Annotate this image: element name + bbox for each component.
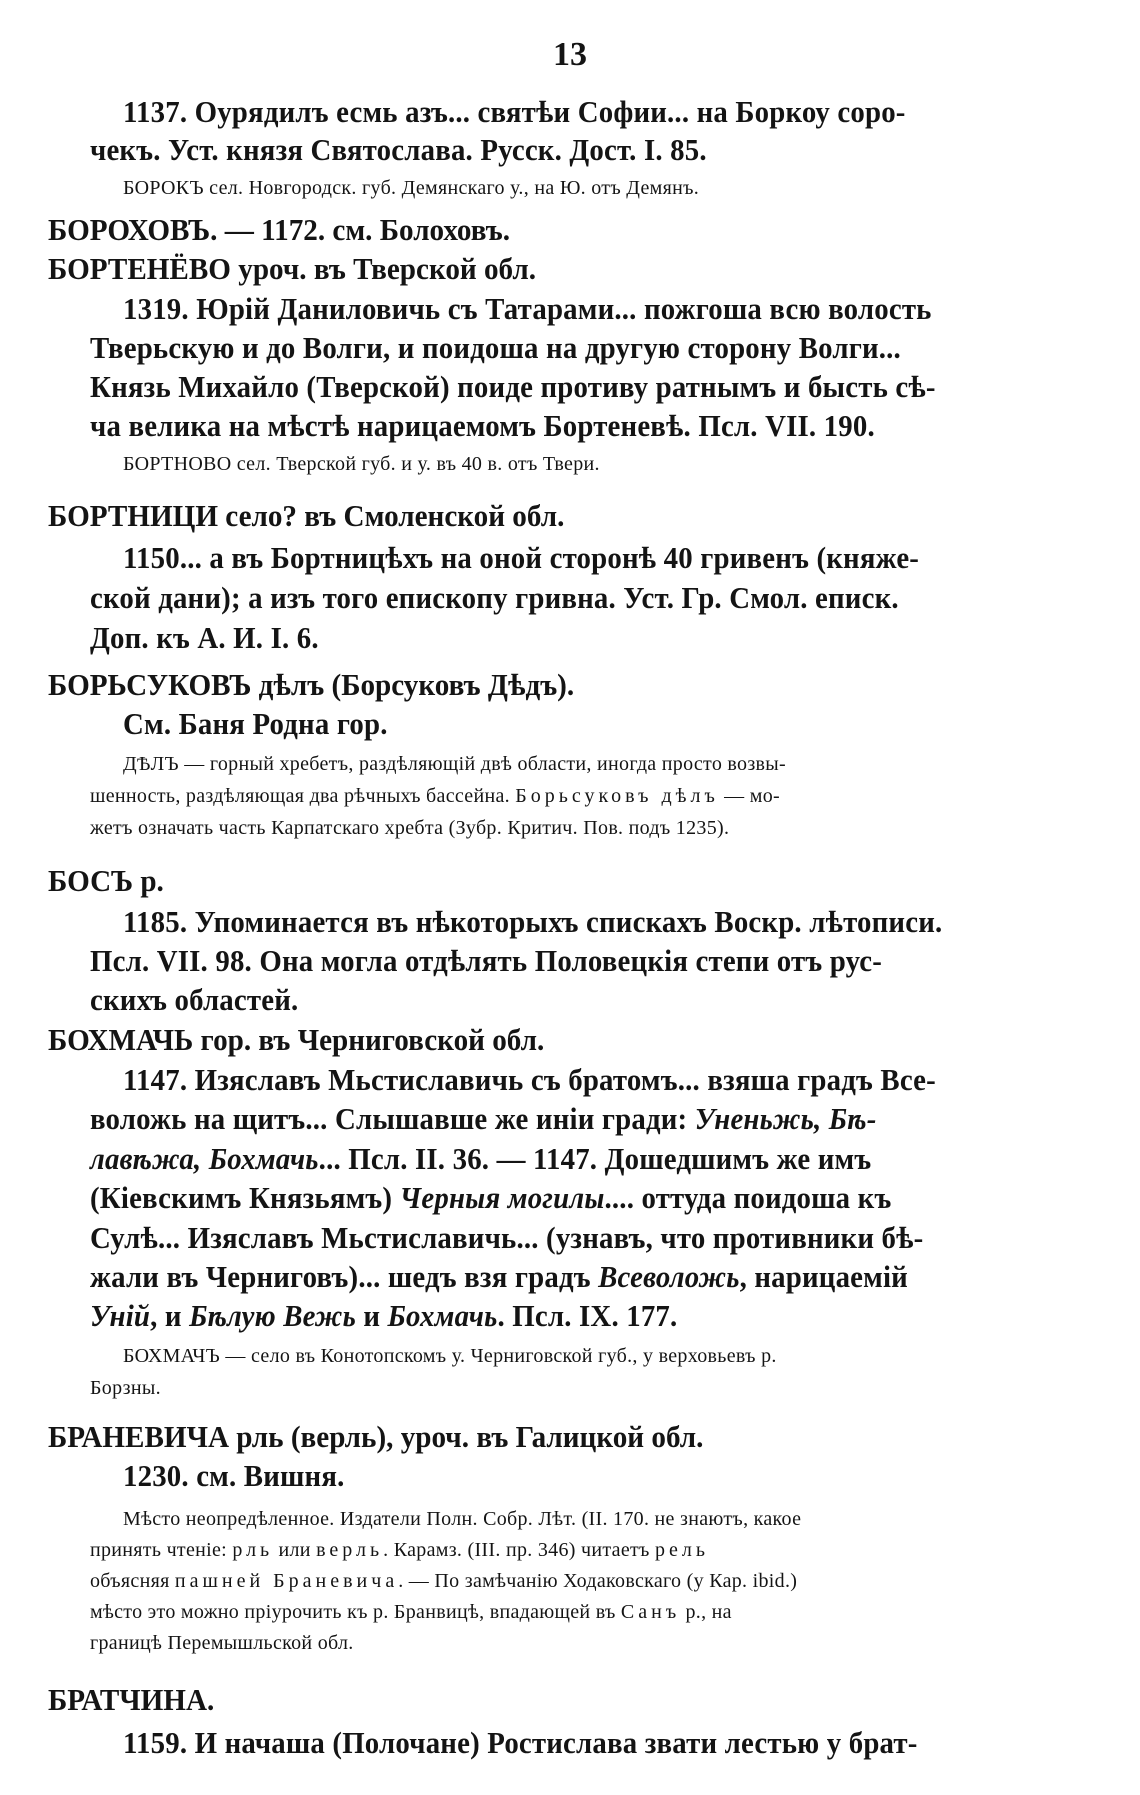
- spaced-emphasis: Санъ: [620, 1601, 681, 1623]
- entry-body-line: 1137. Оурядилъ есмь азъ... святѣи Софии... на Боркоу соро-: [123, 94, 906, 129]
- entry-body-line: воложь на щитъ... Слышавше же иніи гради: Уненьжь, Бѣ-: [90, 1101, 877, 1136]
- entry-note-line: БОХМАЧЪ — село въ Конотопскомъ у. Черниговской губ., у верховьевъ р.: [123, 1345, 777, 1367]
- headword-rest: село? въ Смоленской обл.: [217, 498, 565, 533]
- headword-rest: р.: [133, 863, 164, 898]
- entry-body-line: См. Баня Родна гор.: [123, 706, 388, 741]
- headword-rest: уроч. въ Тверской обл.: [230, 251, 537, 286]
- entry-headword-line: [48, 1421, 703, 1452]
- entry-body-line: Доп. къ А. И. I. 6.: [90, 620, 319, 655]
- headword: БОХМАЧЬ: [48, 1022, 194, 1057]
- entry-headword-line: [48, 1684, 214, 1715]
- spaced-emphasis: верль: [316, 1539, 384, 1561]
- entry-body-line: Сулѣ... Изяславъ Мьстиславичь... (узнавъ, что противники бѣ-: [90, 1220, 924, 1255]
- headword-rest: рль (верль), уроч. въ Галицкой обл.: [229, 1419, 704, 1454]
- entry-body-line: Князь Михайло (Тверской) поиде противу ратнымъ и бысть сѣ-: [90, 369, 936, 404]
- entry-note-line: шенность, раздѣляющая два рѣчныхъ бассейна. Борьсуковъ дѣлъ — мо-: [90, 785, 780, 807]
- entry-body-line: Псл. VII. 98. Она могла отдѣлять Половецкія степи отъ рус-: [90, 943, 883, 978]
- entry-headword-line: [48, 500, 564, 531]
- entry-headword-line: [48, 669, 574, 700]
- entry-body-line: 1230. см. Вишня.: [123, 1458, 345, 1493]
- page-number: 13: [553, 36, 587, 73]
- headword: БОРОХОВЪ.: [48, 212, 218, 247]
- headword: БОСЪ: [48, 863, 134, 898]
- entry-headword-line: [48, 1024, 544, 1055]
- headword: БОРТНИЦИ: [48, 498, 218, 533]
- entry-body-line: чекъ. Уст. князя Святослава. Русск. Дост. I. 85.: [90, 132, 707, 167]
- entry-body-line: 1185. Упоминается въ нѣкоторыхъ спискахъ Воскр. лѣтописи.: [123, 904, 943, 939]
- entry-body-line: (Кіевскимъ Князьямъ) Черныя могилы.... оттуда поидоша къ: [90, 1180, 892, 1215]
- entry-body-line: жали въ Черниговъ)... шедъ взя градъ Всеволожь, нарицаемій: [90, 1259, 908, 1294]
- headword-rest: дѣлъ (Борсуковъ Дѣдъ).: [251, 667, 575, 702]
- italic-placename: Уненьжь, Бѣ-: [694, 1101, 877, 1136]
- entry-note-line: жетъ означать часть Карпатскаго хребта (Зубр. Критич. Пов. подъ 1235).: [90, 817, 730, 839]
- entry-body-line: скихъ областей.: [90, 982, 299, 1017]
- italic-placename: Уній: [90, 1298, 151, 1333]
- italic-placename: Черныя могилы: [399, 1180, 605, 1215]
- italic-placename: лавѣжа, Бохмачь: [90, 1141, 319, 1176]
- italic-placename: Бѣлую Вежь: [189, 1298, 356, 1333]
- entry-body-line: Уній, и Бѣлую Вежь и Бохмачь. Псл. IX. 177.: [90, 1298, 678, 1333]
- entry-note-line: объясняя пашней Браневича. — По замѣчанію Ходаковскаго (у Кар. ibid.): [90, 1570, 798, 1592]
- headword-rest: — 1172. см. Болоховъ.: [217, 212, 510, 247]
- entry-headword-line: [48, 253, 536, 284]
- spaced-emphasis: Борьсуковъ дѣлъ: [515, 785, 719, 807]
- entry-body-line: Тверьскую и до Волги, и поидоша на другую сторону Волги...: [90, 330, 901, 365]
- entry-note-line: мѣсто это можно пріурочить къ р. Бранвицѣ, впадающей въ Санъ р., на: [90, 1601, 732, 1623]
- entry-note-line: БОРОКЪ сел. Новгородск. губ. Демянскаго у., на Ю. отъ Демянъ.: [123, 177, 700, 199]
- entry-body-line: лавѣжа, Бохмачь... Псл. II. 36. — 1147. Дошедшимъ же имъ: [90, 1141, 872, 1176]
- spaced-emphasis: рель: [655, 1539, 709, 1561]
- entry-headword-line: [48, 214, 510, 245]
- headword: БОРТЕНЁВО: [48, 251, 231, 286]
- entry-headword-line: [48, 865, 164, 896]
- headword: БРАТЧИНА.: [48, 1682, 215, 1717]
- italic-placename: Всеволожь: [598, 1259, 740, 1294]
- entry-body-line: ча велика на мѣстѣ нарицаемомъ Бортеневѣ. Псл. VII. 190.: [90, 408, 875, 443]
- spaced-emphasis: рль: [232, 1539, 274, 1561]
- entry-note-line: принять чтеніе: рль или верль. Карамз. (III. пр. 346) читаетъ рель: [90, 1539, 709, 1561]
- entry-note-line: Борзны.: [90, 1377, 161, 1399]
- headword: БОРЬСУКОВЪ: [48, 667, 252, 702]
- headword: БРАНЕВИЧА: [48, 1419, 230, 1454]
- entry-note-line: ДѢЛЪ — горный хребетъ, раздѣляющій двѣ области, иногда просто возвы-: [123, 753, 786, 775]
- entry-body-line: ской дани); а изъ того епископу гривна. Уст. Гр. Смол. еписк.: [90, 580, 899, 615]
- entry-note-line: БОРТНОВО сел. Тверской губ. и у. въ 40 в. отъ Твери.: [123, 453, 600, 475]
- italic-placename: Бохмачь: [387, 1298, 498, 1333]
- spaced-emphasis: пашней Браневича: [174, 1570, 399, 1592]
- entry-note-line: границѣ Перемышльской обл.: [90, 1632, 354, 1654]
- headword-rest: гор. въ Черниговской обл.: [193, 1022, 545, 1057]
- entry-body-line: 1150... а въ Бортницѣхъ на оной сторонѣ 40 гривенъ (княже-: [123, 540, 920, 575]
- entry-note-line: Мѣсто неопредѣленное. Издатели Полн. Собр. Лѣт. (II. 170. не знаютъ, какое: [123, 1508, 802, 1530]
- entry-body-line: 1319. Юрій Даниловичь съ Татарами... пожгоша всю волость: [123, 291, 932, 326]
- entry-body-line: 1159. И начаша (Полочане) Ростислава звати лестью у брат-: [123, 1725, 918, 1760]
- entry-body-line: 1147. Изяславъ Мьстиславичь съ братомъ... взяша градъ Все-: [123, 1062, 936, 1097]
